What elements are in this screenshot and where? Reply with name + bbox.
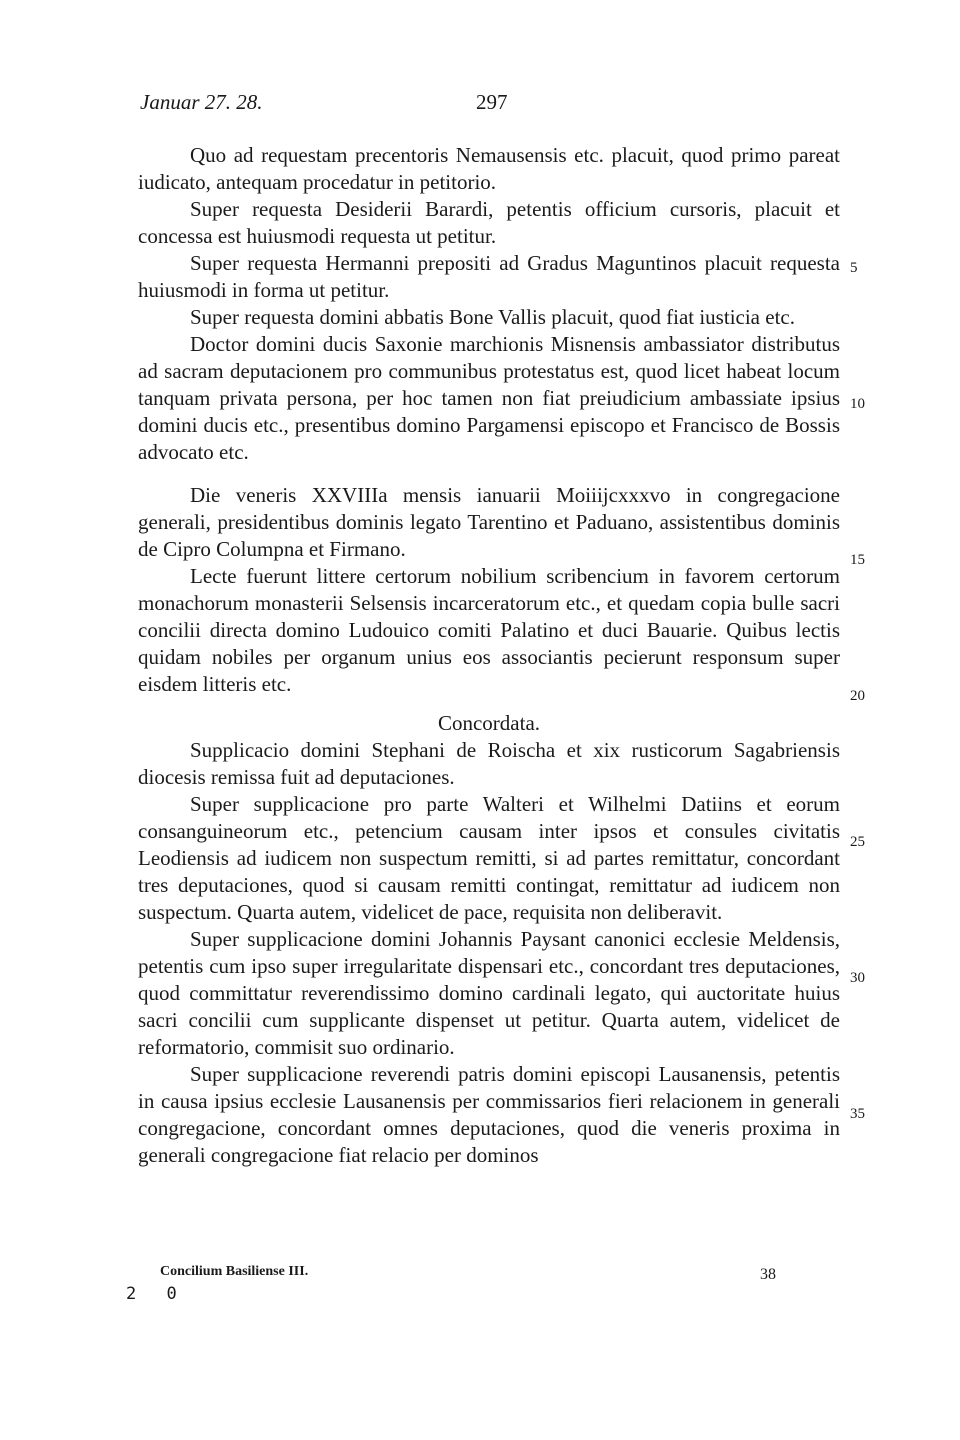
line-number: 15 xyxy=(850,552,865,568)
line-number: 20 xyxy=(850,688,865,704)
line-number: 30 xyxy=(850,970,865,986)
line-number: 5 xyxy=(850,260,858,276)
line-number: 25 xyxy=(850,834,865,850)
paragraph: Doctor domini ducis Saxonie marchionis Misnensis ambassiator distributus ad sacram deputacionem pro communibus protestatus est, quod licet habeat locum tanquam privata persona, per hoc tamen non fiat preiudicium ambassiate ipsius domini ducis etc., presentibus domino Pargamensi episcopo et Francisco de Bossis advocato etc. xyxy=(138,332,840,464)
paragraph: Super requesta Desiderii Barardi, petentis officium cursoris, placuit et concessa est huiusmodi requesta ut petitur. xyxy=(138,197,840,248)
paragraph: Die veneris XXVIIIa mensis ianuarii Moiiijcxxxvo in congregacione generali, presidentibus dominis legato Tarentino et Paduano, assistentibus dominis de Cipro Columpna et Firmano. xyxy=(138,483,840,561)
body-text xyxy=(138,142,840,1169)
paragraph: Lecte fuerunt littere certorum nobilium scribencium in favorem certorum monachorum monasterii Selsensis incarceratorum etc., et quedam copia bulle sacri concilii directa domino Ludouico comiti Palatino et duci Bauarie. Quibus lectis quidam nobiles per organum unius eos associantis pecierunt responsum super eisdem litteris etc. xyxy=(138,564,840,696)
bottom-mark: 2 0 xyxy=(126,1284,187,1304)
paragraph: Supplicacio domini Stephani de Roischa et xix rusticorum Sagabriensis diocesis remissa fuit ad deputaciones. xyxy=(138,738,840,789)
paragraph: Super supplicacione reverendi patris domini episcopi Lausanensis, petentis in causa ipsius ecclesie Lausanensis per commissarios fieri relacionem in generali congregacione, concordant omnes deputaciones, quod die veneris proxima in generali congregacione fiat relacio per dominos xyxy=(138,1062,840,1167)
footer-signature: Concilium Basiliense III. xyxy=(160,1264,309,1279)
line-number: 10 xyxy=(850,396,865,412)
paragraph: Quo ad requestam precentoris Nemausensis etc. placuit, quod primo pareat iudicato, antequam procedatur in petitorio. xyxy=(138,143,840,194)
paragraph: Super requesta Hermanni prepositi ad Gradus Maguntinos placuit requesta huiusmodi in forma ut petitur. xyxy=(138,251,840,302)
paragraph: Super requesta domini abbatis Bone Vallis placuit, quod fiat iusticia etc. xyxy=(190,305,795,329)
paragraph: Super supplicacione pro parte Walteri et Wilhelmi Datiins et eorum consanguineorum etc., petencium causam inter ipsos et consules civitatis Leodiensis ad iudicem non suspectum remitti, si ad partes remittatur, concordant tres deputaciones, quod si causam remitti contingat, remittatur ad iudicem non suspectum. Quarta autem, videlicet de pace, requisita non deliberavit. xyxy=(138,792,840,924)
section-heading: Concordata. xyxy=(437,711,541,735)
running-head xyxy=(140,90,840,120)
line-number: 35 xyxy=(850,1106,865,1122)
page-number: 297 xyxy=(476,90,508,114)
running-head-date: Januar 27. 28. xyxy=(140,90,263,114)
paragraph: Super supplicacione domini Johannis Paysant canonici ecclesie Meldensis, petentis cum ipso super irregularitate dispensari etc., concordant tres deputaciones, quod committatur reverendissimo domino cardinali legato, qui auctoritate huius sacri concilii cum supplicante dispenset ut petitur. Quarta autem, videlicet de reformatorio, commisit suo ordinario. xyxy=(138,927,840,1059)
sheet-number: 38 xyxy=(760,1266,776,1283)
